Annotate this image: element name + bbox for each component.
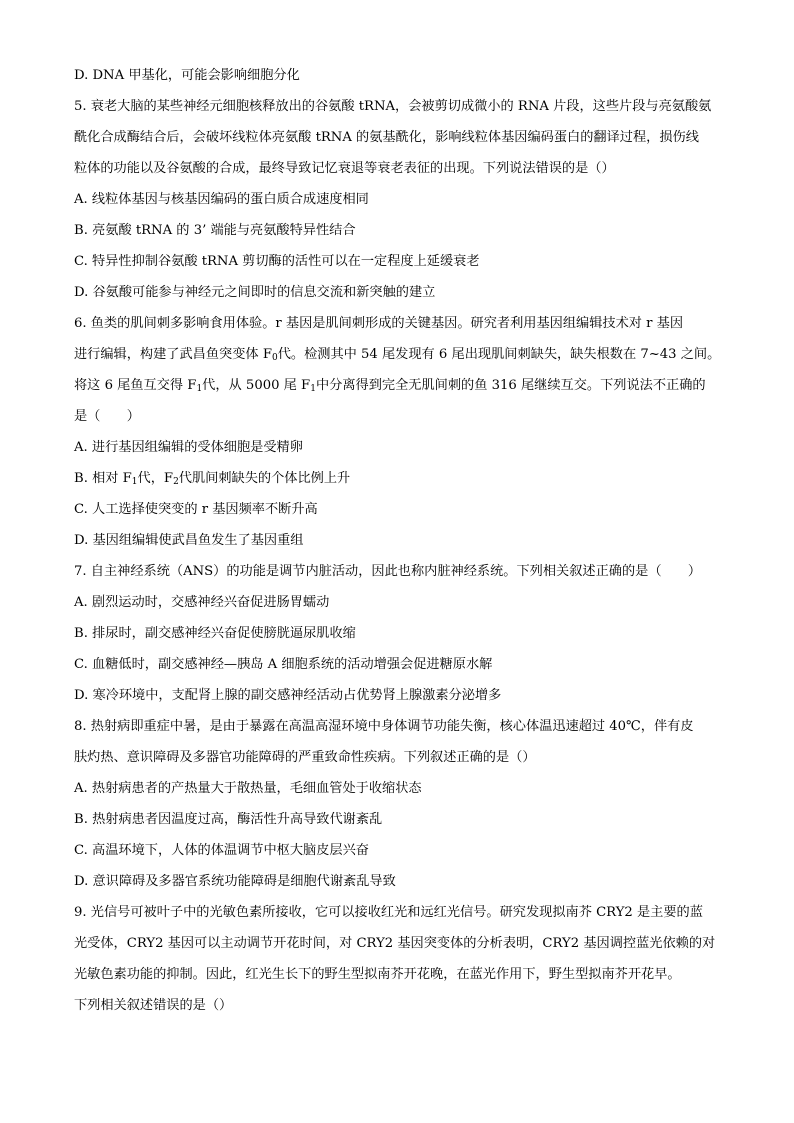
q5-stem-line-2: 酰化合成酶结合后，会破坏线粒体亮氨酸 tRNA 的氨基酰化，影响线粒体基因编码蛋白的翻译过程，损伤线: [74, 130, 699, 145]
q6-l3-sub1: 1: [196, 384, 203, 394]
q9-stem-line-1: 9. 光信号可被叶子中的光敏色素所接收，它可以接收红光和远红光信号。研究发现拟南芥 CRY2 是主要的蓝: [74, 905, 703, 920]
q6-l2-a: 进行编辑，构建了武昌鱼突变体 F: [74, 347, 272, 362]
q6-stem-line-4: 是（ ）: [74, 409, 140, 424]
q6-l3-c: 中分离得到完全无肌间刺的鱼 316 尾继续互交。下列说法不正确的: [315, 378, 706, 393]
q8-option-b: B. 热射病患者因温度过高，酶活性升高导致代谢紊乱: [74, 812, 383, 827]
q5-option-c: C. 特异性抑制谷氨酸 tRNA 剪切酶的活性可以在一定程度上延缓衰老: [74, 254, 480, 269]
q6-b-b: 代，F: [137, 471, 174, 486]
q6-l3-b: 代，从 5000 尾 F: [202, 378, 311, 393]
q5-option-d: D. 谷氨酸可能参与神经元之间即时的信息交流和新突触的建立: [74, 285, 436, 300]
q6-l2-b: 代。检测其中 54 尾发现有 6 尾出现肌间刺缺失，缺失根数在 7~43 之间。: [277, 347, 721, 362]
q6-option-d: D. 基因组编辑使武昌鱼发生了基因重组: [74, 533, 304, 548]
q7-option-d: D. 寒冷环境中，支配肾上腺的副交感神经活动占优势肾上腺激素分泌增多: [74, 688, 502, 703]
q7-option-b: B. 排尿时，副交感神经兴奋促使膀胱逼尿肌收缩: [74, 626, 356, 641]
q6-stem-line-3: [74, 370, 724, 401]
q6-b-c: 代肌间刺缺失的个体比例上升: [178, 471, 351, 486]
q8-option-a: A. 热射病患者的产热量大于散热量，毛细血管处于收缩状态: [74, 781, 422, 796]
q7-option-c: C. 血糖低时，副交感神经—胰岛 A 细胞系统的活动增强会促进糖原水解: [74, 657, 493, 672]
q6-option-c: C. 人工选择使突变的 r 基因频率不断升高: [74, 502, 318, 517]
q6-stem-line-1: 6. 鱼类的肌间刺多影响食用体验。r 基因是肌间刺形成的关键基因。研究者利用基因组编辑技术对 r 基因: [74, 316, 684, 331]
q8-option-c: C. 高温环境下，人体的体温调节中枢大脑皮层兴奋: [74, 843, 369, 858]
q9-stem-line-3: 光敏色素功能的抑制。因此，红光生长下的野生型拟南芥开花晚，在蓝光作用下，野生型拟南芥开花早。: [74, 967, 681, 982]
q9-stem-line-2: 光受体，CRY2 基因可以主动调节开花时间，对 CRY2 基因突变体的分析表明，CRY2 基因调控蓝光依赖的对: [74, 936, 716, 951]
q7-stem: 7. 自主神经系统（ANS）的功能是调节内脏活动，因此也称内脏神经系统。下列相关叙述正确的是（ ）: [74, 564, 702, 579]
q6-option-b: [74, 463, 724, 494]
exam-page: [74, 60, 724, 1021]
q6-option-a: A. 进行基因组编辑的受体细胞是受精卵: [74, 440, 303, 455]
q6-stem-line-2: [74, 339, 724, 370]
q8-stem-line-1: 8. 热射病即重症中暑，是由于暴露在高温高湿环境中身体调节功能失衡，核心体温迅速超过 40℃，伴有皮: [74, 719, 694, 734]
q6-l3-a: 将这 6 尾鱼互交得 F: [74, 378, 197, 393]
q6-l3-sub2: 1: [310, 384, 316, 394]
q8-option-d: D. 意识障碍及多器官系统功能障碍是细胞代谢紊乱导致: [74, 874, 396, 889]
q9-stem-line-4: 下列相关叙述错误的是（）: [74, 998, 233, 1013]
q7-option-a: A. 剧烈运动时，交感神经兴奋促进肠胃蠕动: [74, 595, 330, 610]
q5-option-b: B. 亮氨酸 tRNA 的 3’ 端能与亮氨酸特异性结合: [74, 223, 356, 238]
q6-b-a: B. 相对 F: [74, 471, 132, 486]
q6-b-sub2: 2: [173, 477, 179, 487]
q5-stem-line-3: 粒体的功能以及谷氨酸的合成，最终导致记忆衰退等衰老表征的出现。下列说法错误的是（）: [74, 161, 615, 176]
q4-option-d: D. DNA 甲基化，可能会影响细胞分化: [74, 68, 300, 83]
q6-l2-sub: 0: [271, 353, 278, 363]
q8-stem-line-2: 肤灼热、意识障碍及多器官功能障碍的严重致命性疾病。下列叙述正确的是（）: [74, 750, 536, 765]
q6-b-sub1: 1: [131, 477, 138, 487]
q5-stem-line-1: 5. 衰老大脑的某些神经元细胞核释放出的谷氨酸 tRNA，会被剪切成微小的 RNA 片段，这些片段与亮氨酸氨: [74, 99, 712, 114]
q5-option-a: A. 线粒体基因与核基因编码的蛋白质合成速度相同: [74, 192, 369, 207]
